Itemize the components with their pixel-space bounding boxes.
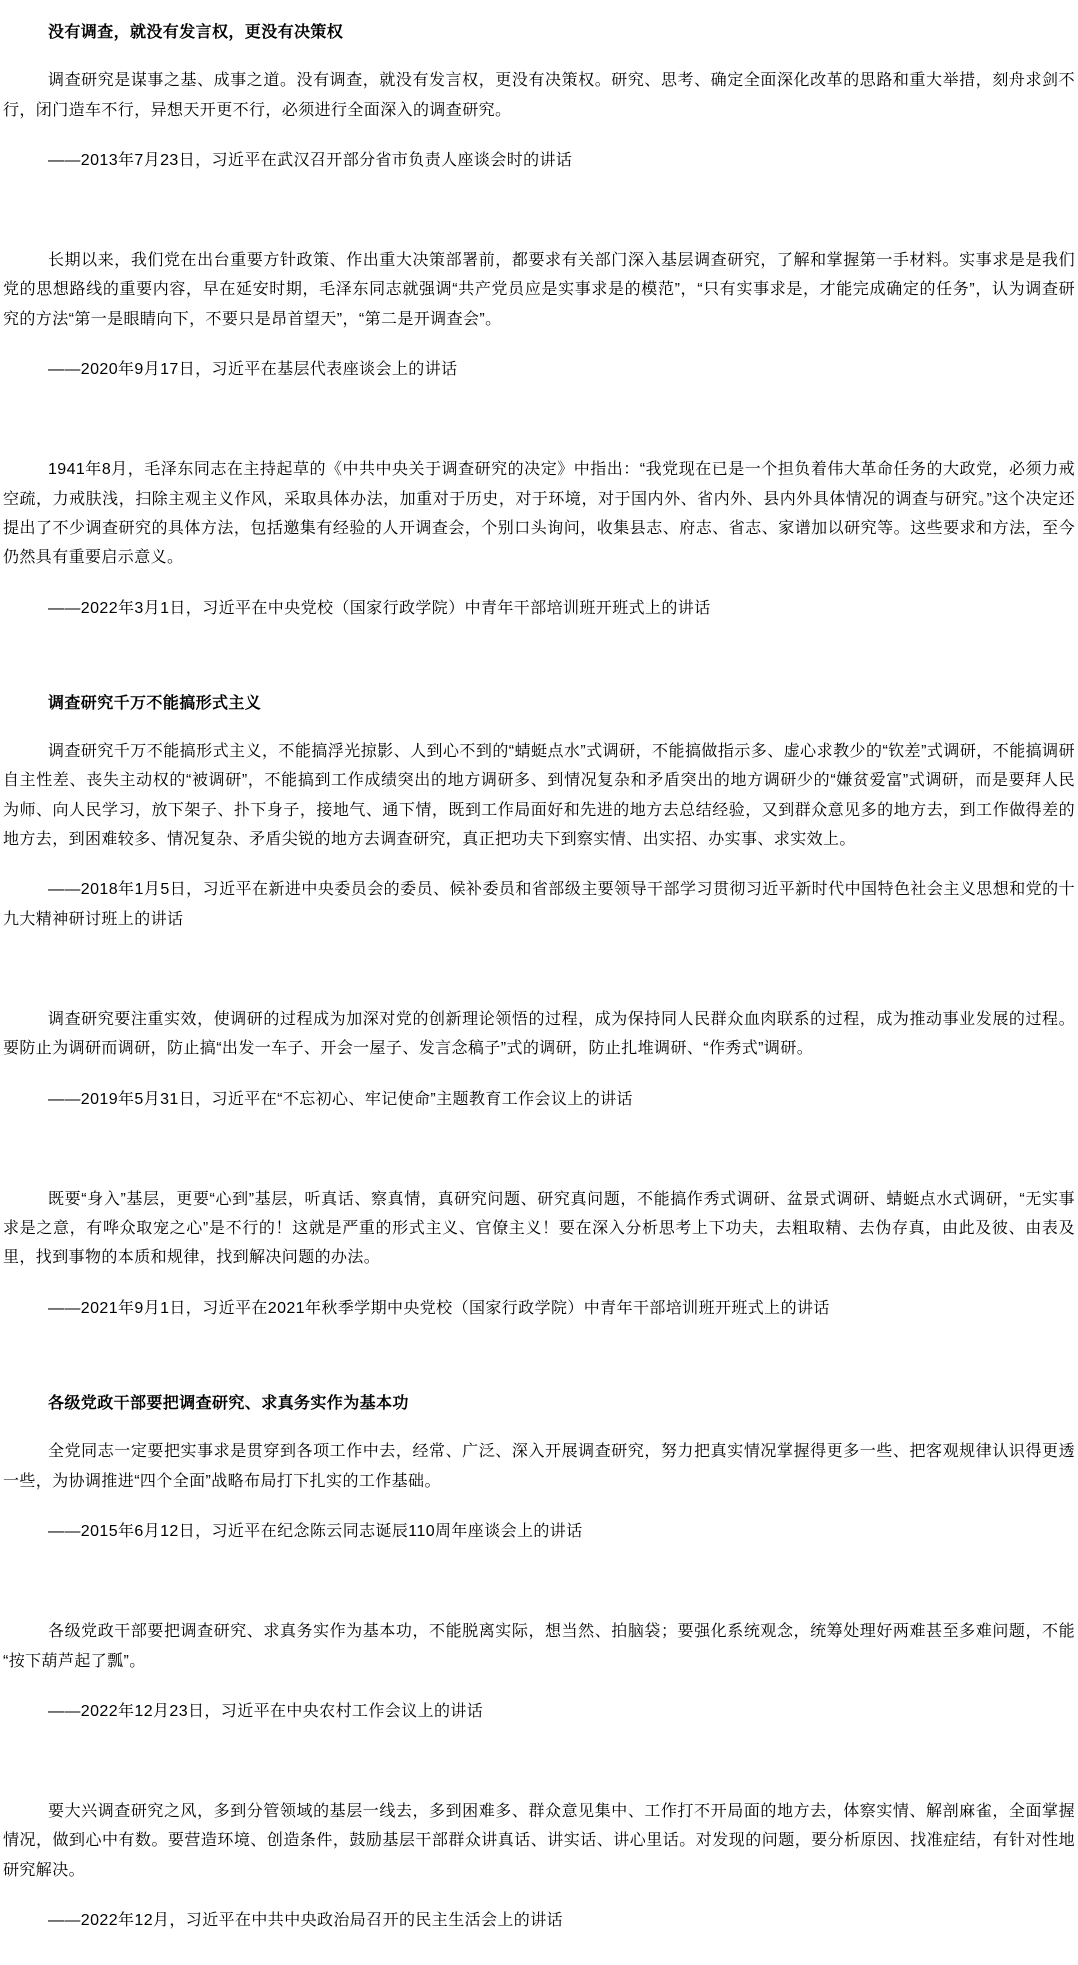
quote-paragraph: 调查研究要注重实效，使调研的过程成为加深对党的创新理论领悟的过程，成为保持同人民群众血肉联系的过程，成为推动事业发展的过程。要防止为调研而调研，防止搞“出发一车子、开会一屋子、发言念稿子”式的调研，防止扎堆调研、“作秀式”调研。: [3, 1010, 1075, 1058]
quote-paragraph: 调查研究是谋事之基、成事之道。没有调查，就没有发言权，更没有决策权。研究、思考、确定全面深化改革的思路和重大举措，刻舟求剑不行，闭门造车不行，异想天开更不行，必须进行全面深入的调查研究。: [3, 72, 1075, 119]
quote-paragraph: 全党同志一定要把实事求是贯穿到各项工作中去，经常、广泛、深入开展调查研究，努力把真实情况掌握得更多一些、把客观规律认识得更透一些，为协调推进“四个全面”战略布局打下扎实的工作基础。: [3, 1443, 1075, 1490]
quote-paragraph: 调查研究千万不能搞形式主义，不能搞浮光掠影、人到心不到的“蜻蜓点水”式调研，不能搞做指示多、虚心求教少的“钦差”式调研，不能搞调研自主性差、丧失主动权的“被调研”，不能搞到工作成绩突出的地方调研多、到情况复杂和矛盾突出的地方调研少的“嫌贫爱富”式调研，而是要拜人民为师、向人民学习，放下架子、扑下身子，接地气、通下情，既到工作局面好和先进的地方去总结经验，又到群众意见多的地方去，到工作做得差的地方去，到困难较多、情况复杂、矛盾尖锐的地方去调查研究，真正把功夫下到察实情、出实招、办实事、求实效上。: [3, 743, 1075, 849]
attribution-line: ——2022年12月，习近平在中共中央政治局召开的民主生活会上的讲话: [48, 1911, 563, 1929]
quote-paragraph: 既要“身入”基层，更要“心到”基层，听真话、察真情，真研究问题、研究真问题，不能搞作秀式调研、盆景式调研、蜻蜓点水式调研，“无实事求是之意，有哗众取宠之心”是不行的！这就是严重的形式主义、官僚主义！要在深入分析思考上下功夫，去粗取精、去伪存真，由此及彼、由表及里，找到事物的本质和规律，找到解决问题的办法。: [3, 1190, 1075, 1267]
quote-paragraph: 各级党政干部要把调查研究、求真务实作为基本功，不能脱离实际，想当然、拍脑袋；要强化系统观念，统筹处理好两难甚至多难问题，不能“按下葫芦起了瓢”。: [3, 1623, 1075, 1670]
section-heading: 各级党政干部要把调查研究、求真务实作为基本功: [48, 1395, 409, 1413]
attribution-line: ——2019年5月31日，习近平在“不忘初心、牢记使命”主题教育工作会议上的讲话: [48, 1090, 633, 1108]
quote-paragraph: 1941年8月，毛泽东同志在主持起草的《中共中央关于调查研究的决定》中指出：“我党现在已是一个担负着伟大革命任务的大政党，必须力戒空疏，力戒肤浅，扫除主观主义作风，采取具体办法，加重对于历史，对于环境，对于国内外、省内外、县内外具体情况的调查与研究。”这个决定还提出了不少调查研究的具体方法，包括邀集有经验的人开调查会，个别口头询问，收集县志、府志、省志、家谱加以研究等。这些要求和方法，至今仍然具有重要启示意义。: [3, 461, 1075, 567]
section-heading: 没有调查，就没有发言权，更没有决策权: [48, 24, 344, 41]
attribution-line: ——2022年12月23日，习近平在中央农村工作会议上的讲话: [48, 1702, 484, 1720]
quote-paragraph: 要大兴调查研究之风，多到分管领域的基层一线去，多到困难多、群众意见集中、工作打不开局面的地方去，体察实情、解剖麻雀，全面掌握情况，做到心中有数。要营造环境、创造条件，鼓励基层干部群众讲真话、讲实话、讲心里话。对发现的问题，要分析原因、找准症结，有针对性地研究解决。: [3, 1803, 1075, 1879]
attribution-line: ——2021年9月1日，习近平在2021年秋季学期中央党校（国家行政学院）中青年干部培训班开班式上的讲话: [48, 1299, 830, 1317]
attribution-line: ——2020年9月17日，习近平在基层代表座谈会上的讲话: [48, 361, 458, 379]
attribution-line: ——2022年3月1日，习近平在中央党校（国家行政学院）中青年干部培训班开班式上的讲话: [48, 599, 711, 617]
attribution-line: ——2018年1月5日，习近平在新进中央委员会的委员、候补委员和省部级主要领导干部学习贯彻习近平新时代中国特色社会主义思想和党的十九大精神研讨班上的讲话: [3, 881, 1075, 928]
attribution-line: ——2013年7月23日，习近平在武汉召开部分省市负责人座谈会时的讲话: [48, 151, 573, 169]
attribution-line: ——2015年6月12日，习近平在纪念陈云同志诞辰110周年座谈会上的讲话: [48, 1522, 583, 1540]
quote-paragraph: 长期以来，我们党在出台重要方针政策、作出重大决策部署前，都要求有关部门深入基层调查研究，了解和掌握第一手材料。实事求是是我们党的思想路线的重要内容，早在延安时期，毛泽东同志就强调“共产党员应是实事求是的模范”，“只有实事求是，才能完成确定的任务”，认为调查研究的方法“第一是眼睛向下，不要只是昂首望天”，“第二是开调查会”。: [3, 252, 1075, 328]
section-heading: 调查研究千万不能搞形式主义: [48, 694, 262, 712]
